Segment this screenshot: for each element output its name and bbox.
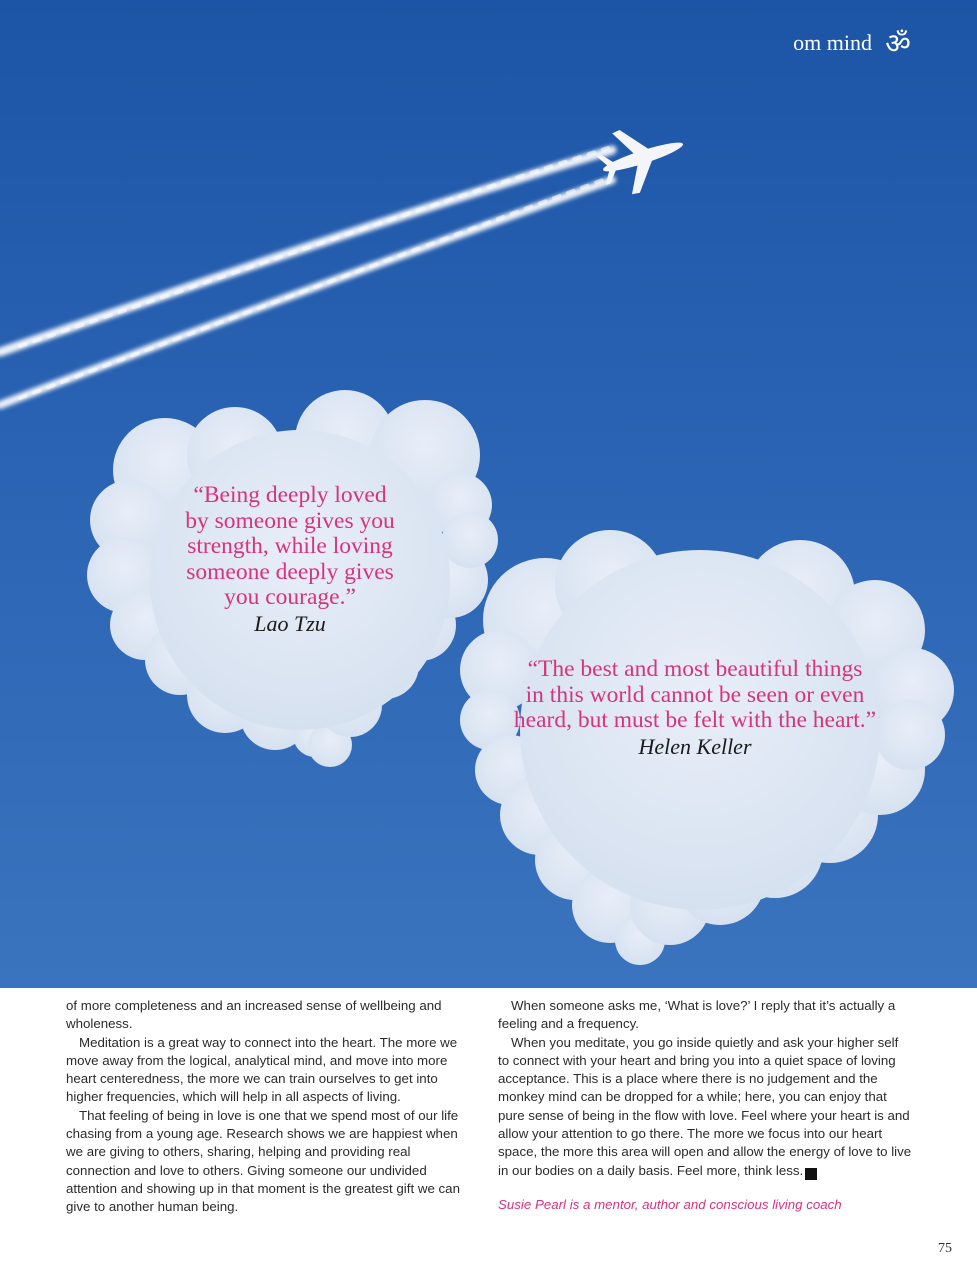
paragraph-text: When you meditate, you go inside quietly and ask your higher self to connect with your heart and bring you into a quiet space of loving acceptance. This is a place where there is no judgement and the monkey mind can be dropped for a while; here, you can enjoy that pure sense of being in the flow with love. Feel where your heart is and allow your attention to go there. The more we focus into our heart space, the more this area will open and allow the energy of love to live in our bodies on a daily basis. Feel more, think less. <box>498 1034 912 1178</box>
quote-line: you courage.” <box>224 584 356 610</box>
quote-line: “The best and most beautiful things <box>527 656 863 682</box>
contrails <box>0 150 612 405</box>
om-icon: ॐ <box>885 27 911 60</box>
quote-line: strength, while loving <box>187 533 393 559</box>
quote-line: heard, but must be felt with the heart.” <box>513 707 877 733</box>
quote-line: “Being deeply loved <box>193 482 387 508</box>
quote-author: Lao Tzu <box>254 610 326 636</box>
paragraph: of more completeness and an increased sense of wellbeing and wholeness. <box>66 998 442 1032</box>
paragraph: That feeling of being in love is one that we spend most of our life chasing from a young age. Research shows we are happiest when we are giving to others, sharing, helping and providing real connection and love to others. Giving someone our undivided attention and showing up in that moment is the greatest gift we can give to another human being. <box>66 1107 460 1215</box>
author-bio: Susie Pearl is a mentor, author and conscious living coach <box>498 1196 842 1212</box>
quote-line: in this world cannot be seen or even <box>525 681 865 708</box>
quote-text <box>150 483 430 611</box>
section-label: om mind <box>793 30 872 55</box>
quote-author: Helen Keller <box>638 733 752 759</box>
page-number: 75 <box>938 1241 952 1256</box>
quote-helen-keller <box>490 657 900 759</box>
quote-lao-tzu <box>150 483 430 636</box>
paragraph-last <box>498 1034 913 1180</box>
paragraph: When someone asks me, ‘What is love?’ I reply that it’s actually a feeling and a frequency. <box>498 998 896 1032</box>
quote-line: someone deeply gives <box>186 558 394 585</box>
article-column-left <box>66 997 476 1217</box>
paragraph: Meditation is a great way to connect into the heart. The more we move away from the logical, analytical mind, and move into more heart centeredness, the more we can train ourselves to get into higher frequencies, which will help in all aspects of living. <box>66 1034 458 1105</box>
quote-line: by someone gives you <box>185 507 395 534</box>
quote-text <box>490 657 900 734</box>
airplane-icon <box>591 113 693 202</box>
article-column-right <box>498 997 913 1214</box>
end-om-icon: ॐ <box>805 1168 817 1180</box>
